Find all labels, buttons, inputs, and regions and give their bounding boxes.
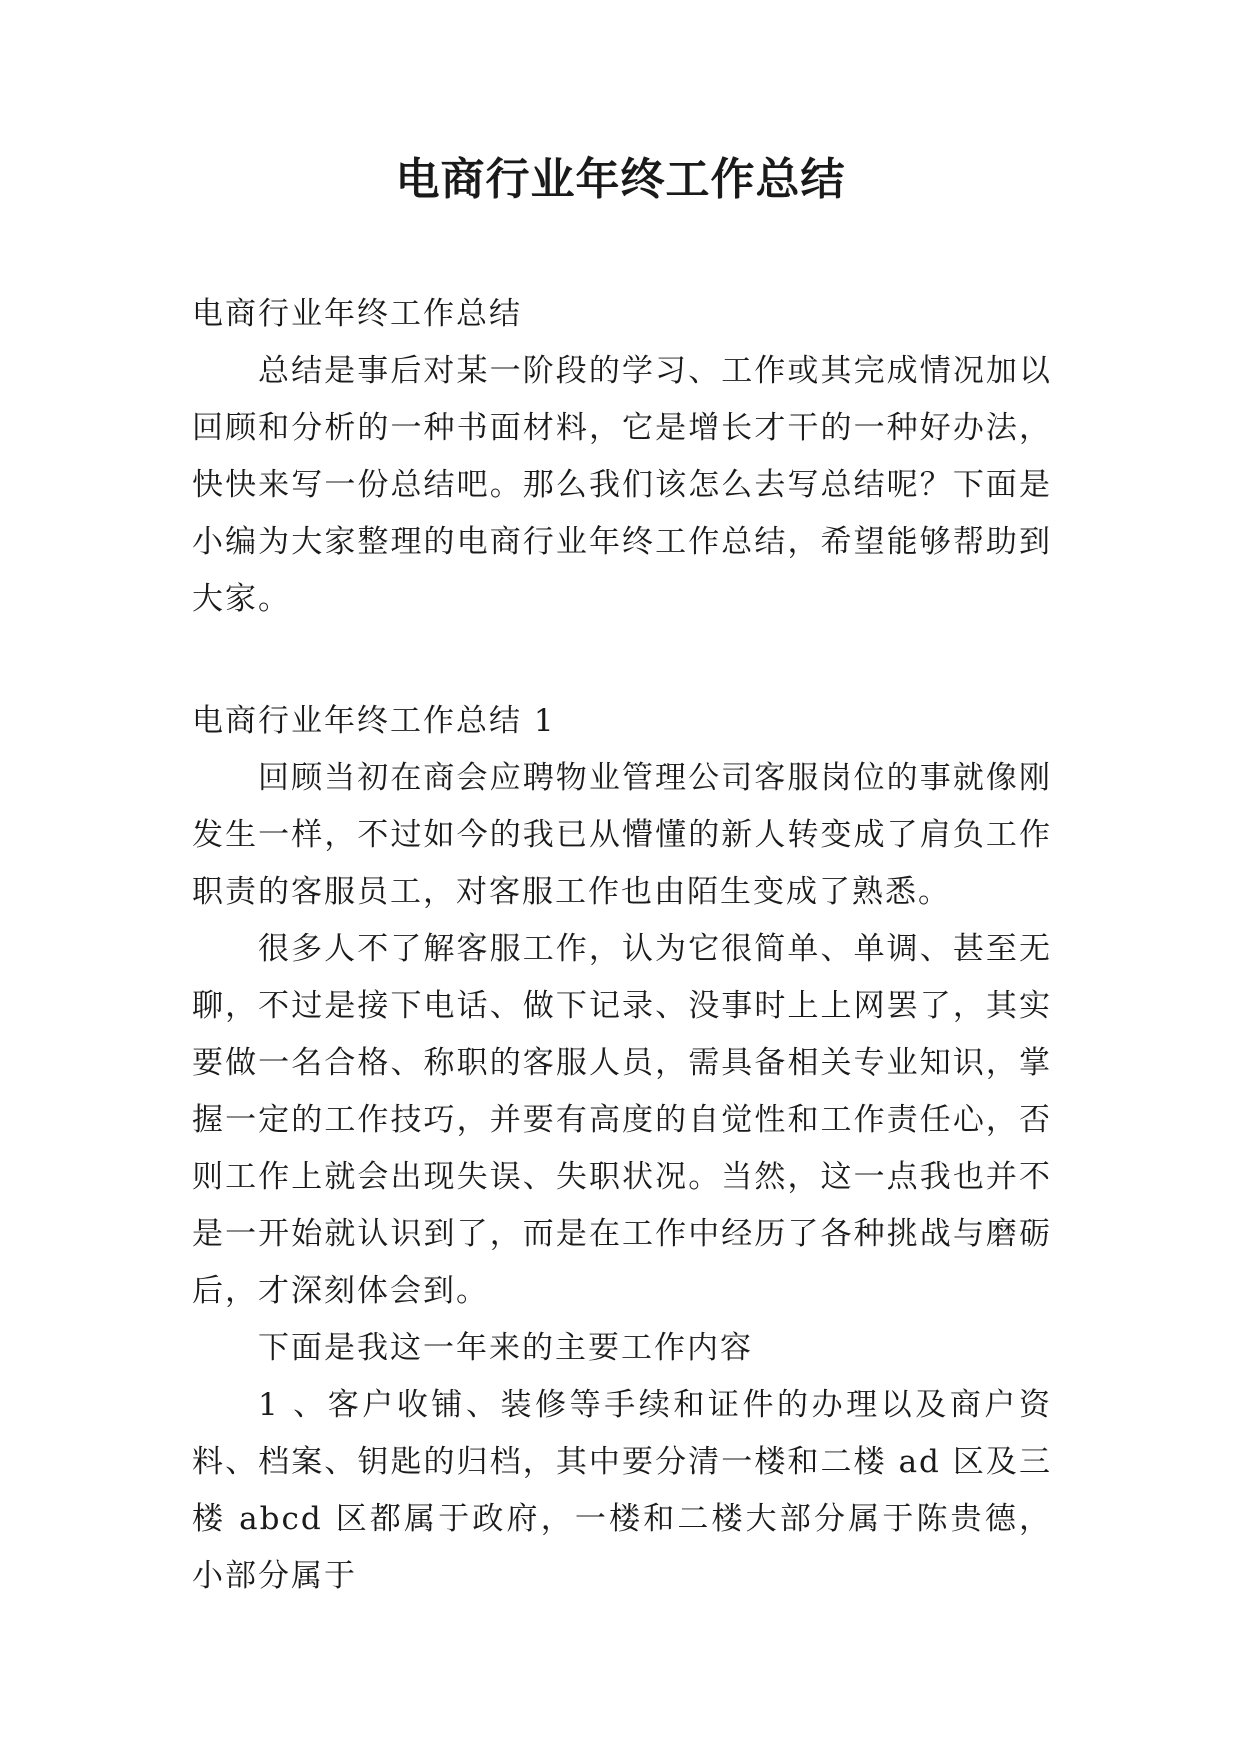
section-1-paragraph: 回顾当初在商会应聘物业管理公司客服岗位的事就像刚发生一样，不过如今的我已从懵懂的新人转变成了肩负工作职责的客服员工，对客服工作也由陌生变成了熟悉。: [192, 760, 1052, 910]
section-1-heading: 电商行业年终工作总结 1: [192, 703, 556, 739]
intro-heading: 电商行业年终工作总结: [192, 296, 522, 332]
section-1: [192, 693, 1052, 1605]
intro-section: [192, 286, 1052, 628]
section-1-paragraph: 很多人不了解客服工作，认为它很简单、单调、甚至无聊，不过是接下电话、做下记录、没事时上上网罢了，其实要做一名合格、称职的客服人员，需具备相关专业知识，掌握一定的工作技巧，并要有高度的自觉性和工作责任心，否则工作上就会出现失误、失职状况。当然，这一点我也并不是一开始就认识到了，而是在工作中经历了各种挑战与磨砺后，才深刻体会到。: [192, 931, 1052, 1309]
section-1-paragraph: 1 、客户收铺、装修等手续和证件的办理以及商户资料、档案、钥匙的归档，其中要分清一楼和二楼 ad 区及三楼 abcd 区都属于政府，一楼和二楼大部分属于陈贵德，小部分属于: [192, 1387, 1052, 1594]
intro-paragraph: 总结是事后对某一阶段的学习、工作或其完成情况加以回顾和分析的一种书面材料，它是增长才干的一种好办法，快快来写一份总结吧。那么我们该怎么去写总结呢？下面是小编为大家整理的电商行业年终工作总结，希望能够帮助到大家。: [192, 353, 1052, 617]
section-1-paragraph: 下面是我这一年来的主要工作内容: [258, 1330, 753, 1366]
document-title: 电商行业年终工作总结: [395, 154, 846, 205]
